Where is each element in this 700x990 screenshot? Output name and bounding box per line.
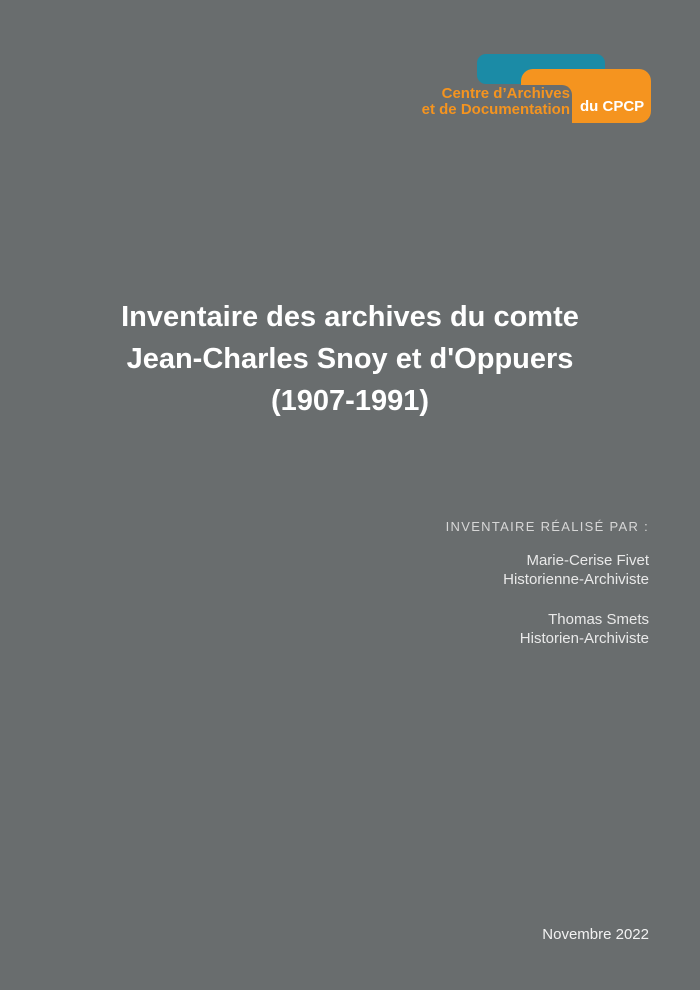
logo-badge-du-cpcp: du CPCP bbox=[580, 98, 645, 115]
credit-person-role: Historien-Archiviste bbox=[519, 630, 649, 647]
credits-header: INVENTAIRE RÉALISÉ PAR : bbox=[445, 519, 649, 534]
publication-date: Novembre 2022 bbox=[542, 926, 649, 943]
credit-person-name: Thomas Smets bbox=[548, 611, 649, 628]
credit-person-name: Marie-Cerise Fivet bbox=[526, 552, 649, 569]
logo-text-line1: Centre d’Archives bbox=[441, 85, 570, 102]
title-line-1: Inventaire des archives du comte bbox=[121, 301, 579, 333]
document-title bbox=[0, 296, 700, 422]
credits-section bbox=[446, 519, 649, 648]
cpcp-logo bbox=[0, 0, 700, 140]
title-line-2: Jean-Charles Snoy et d'Oppuers bbox=[126, 343, 574, 375]
logo-text-line2: et de Documentation bbox=[421, 100, 570, 118]
credit-person bbox=[446, 610, 649, 648]
credit-person-role: Historienne-Archiviste bbox=[503, 571, 649, 588]
logo-text-box bbox=[395, 85, 572, 124]
title-line-3: (1907-1991) bbox=[271, 385, 429, 417]
credit-person bbox=[446, 551, 649, 589]
